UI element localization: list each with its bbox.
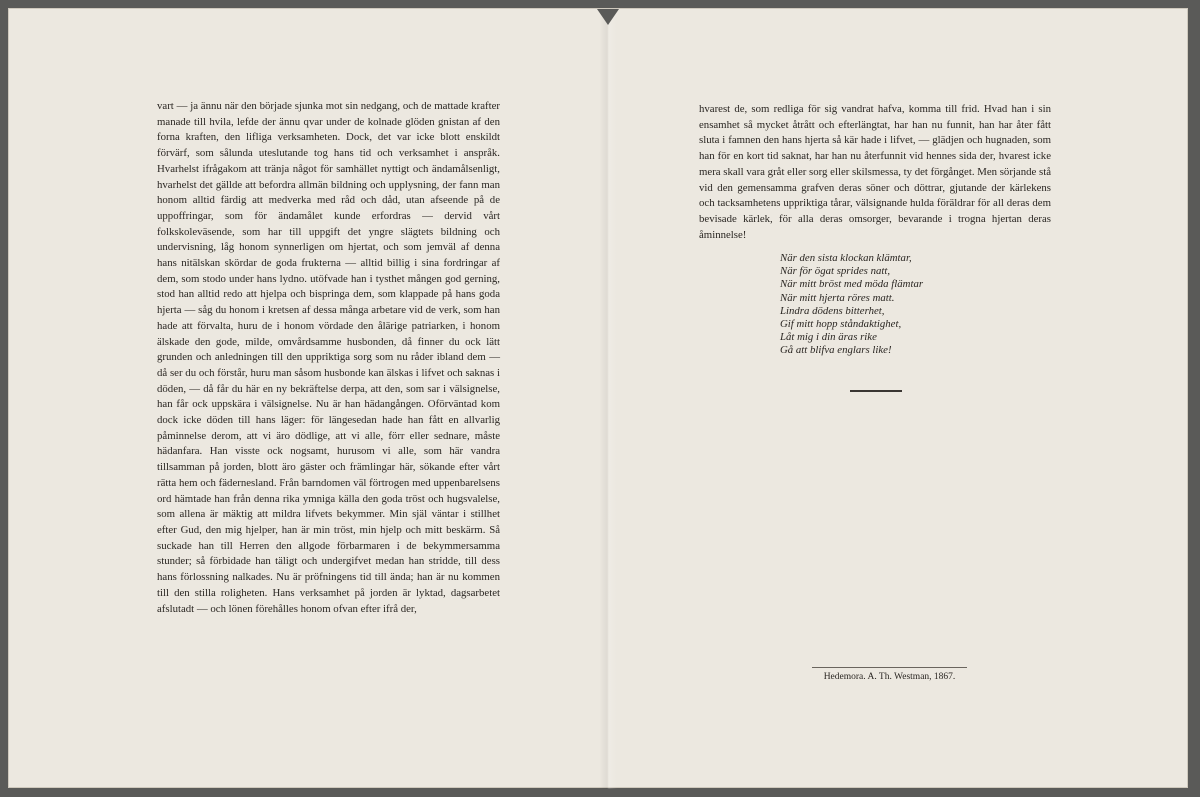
poem-line: Gå att blifva englars like! <box>780 344 892 357</box>
poem-line: Gif mitt hopp ståndaktighet, <box>780 318 902 331</box>
section-divider <box>850 390 902 392</box>
poem-line: Låt mig i din äras rike <box>780 331 877 344</box>
poem-line: Lindra dödens bitterhet, <box>780 304 885 317</box>
left-page-paragraph: vart — ja ännu när den började sjunka mot sin nedgang, och de mattade krafter manade till hvila, lefde der ännu qvar under de kolnade glöden gnistan af den forna kraften, den lifliga verksamheten. Dock, det var icke blott enskildt förvärf, som sålunda uteslutande tog hans tid och verksamhet i anspråk. Hvarhelst ifrågakom att tränja något för samhället nyttigt och ändamålsenligt, hvarhelst det gällde att befordra allmän bildning och upplysning, der fann man honom alltid färdig att medverka med råd och dåd, utan afseende på de uppoffringar, som för ändamålet kunde erfordras — dervid vårt folkskoleväsende, som har till uppgift det yngre slägtets bildning och undervisning, låg honom synnerligen om hjertat, och som jemväl af denna hans nitälskan skördar de goda frukterna — alltid billig i sina fordringar af dem, som stodo under hans lydno. utöfvade han i tysthet mången god gerning, stod han alltid redo att hjelpa och bispringa dem, som klappade på hans goda hjerta — såg du honom i kretsen af dessa många arbetare vid de verk, som han hade att förvalta, huru de i honom vördade den ålärige patriarken, i honom älskade den gode, milde, omvårdsamme husbonden, då finner du ock lätt grunden och anledningen till den uppriktiga sorg som nu råder ibland dem — då ser du och förstår, huru man såsom husbonde kan älskas i lifvet och saknas i döden, — då får du här en ny bekräftelse derpa, att den, som sar i välsignelse, han får ock uppskära i välsignelse. Nu är han hädangången. Oförväntad kom dock icke döden till hans läger: för längesedan hade han fått en allvarlig påminnelse derom, att vi äro dödlige, att vi alle, förr eller sednare, måste hädanfara. Han visste ock nogsamt, hurusom vi alle, som här vandra tillsamman på jorden, blott äro gäster och främlingar här, sökande efter vårt rätta hem och fädernesland. Från barndomen väl förtrogen med uppenbarelsens ord hämtade han från denna rika ymniga källa den goda tröst och hugsvalelse, som allena är mäktig att mildra lifvets bekymmer. Min själ väntar i stillhet efter Gud, den mig hjelper, han är min tröst, min hjelp och mitt beskärm. Så suckade han till Herren den allgode förbarmaren i de bekymmersamma stunder; så förbidade han täligt och undergifvet medan han stridde, till dess hans förlossning nalkades. Nu är pröfningens tid till ända; han är nu kommen till den stilla roligheten. Hans verksamhet på jorden är lyktad, dagsarbetet afslutadt — och lönen förehålles honom ofvan efter ifrå der, <box>157 100 500 615</box>
right-page-text <box>699 102 1051 243</box>
left-page-text <box>157 99 500 617</box>
poem-line: När mitt hjerta röres matt. <box>780 291 895 304</box>
top-notch <box>597 9 619 25</box>
poem-line: När för ögat sprides natt, <box>780 265 891 278</box>
printer-imprint: Hedemora. A. Th. Westman, 1867. <box>812 667 967 682</box>
center-fold <box>599 9 617 789</box>
poem-line: När den sista klockan klämtar, <box>780 252 912 264</box>
poem-stanza <box>780 252 1020 358</box>
poem-line: När mitt bröst med möda flämtar <box>780 278 924 291</box>
right-page-paragraph: hvarest de, som redliga för sig vandrat hafva, komma till frid. Hvad han i sin ensamhet så mycket åtrått och efterlängtat, har han nu funnit, han har åter fått sluta i famnen den hans hjerta så kär hade i lifvet, — glädjen och hugnaden, som han för en kort tid saknat, har han nu återfunnit vid hennes sida der, hvarest icke mera skall vara gråt eller sorg eller skilsmessa, ty det förgånget. Men sörjande stå vid den gemensamma grafven deras söner och döttrar, gjutande der kärlekens och tacksamhetens uppriktiga tårar, välsignande hulda föräldrar för all deras dem bevisade kärlek, för alla deras omsorger, bevarande i trogna hjertan deras åminnelse! <box>699 103 1051 241</box>
document-sheet <box>8 8 1188 788</box>
